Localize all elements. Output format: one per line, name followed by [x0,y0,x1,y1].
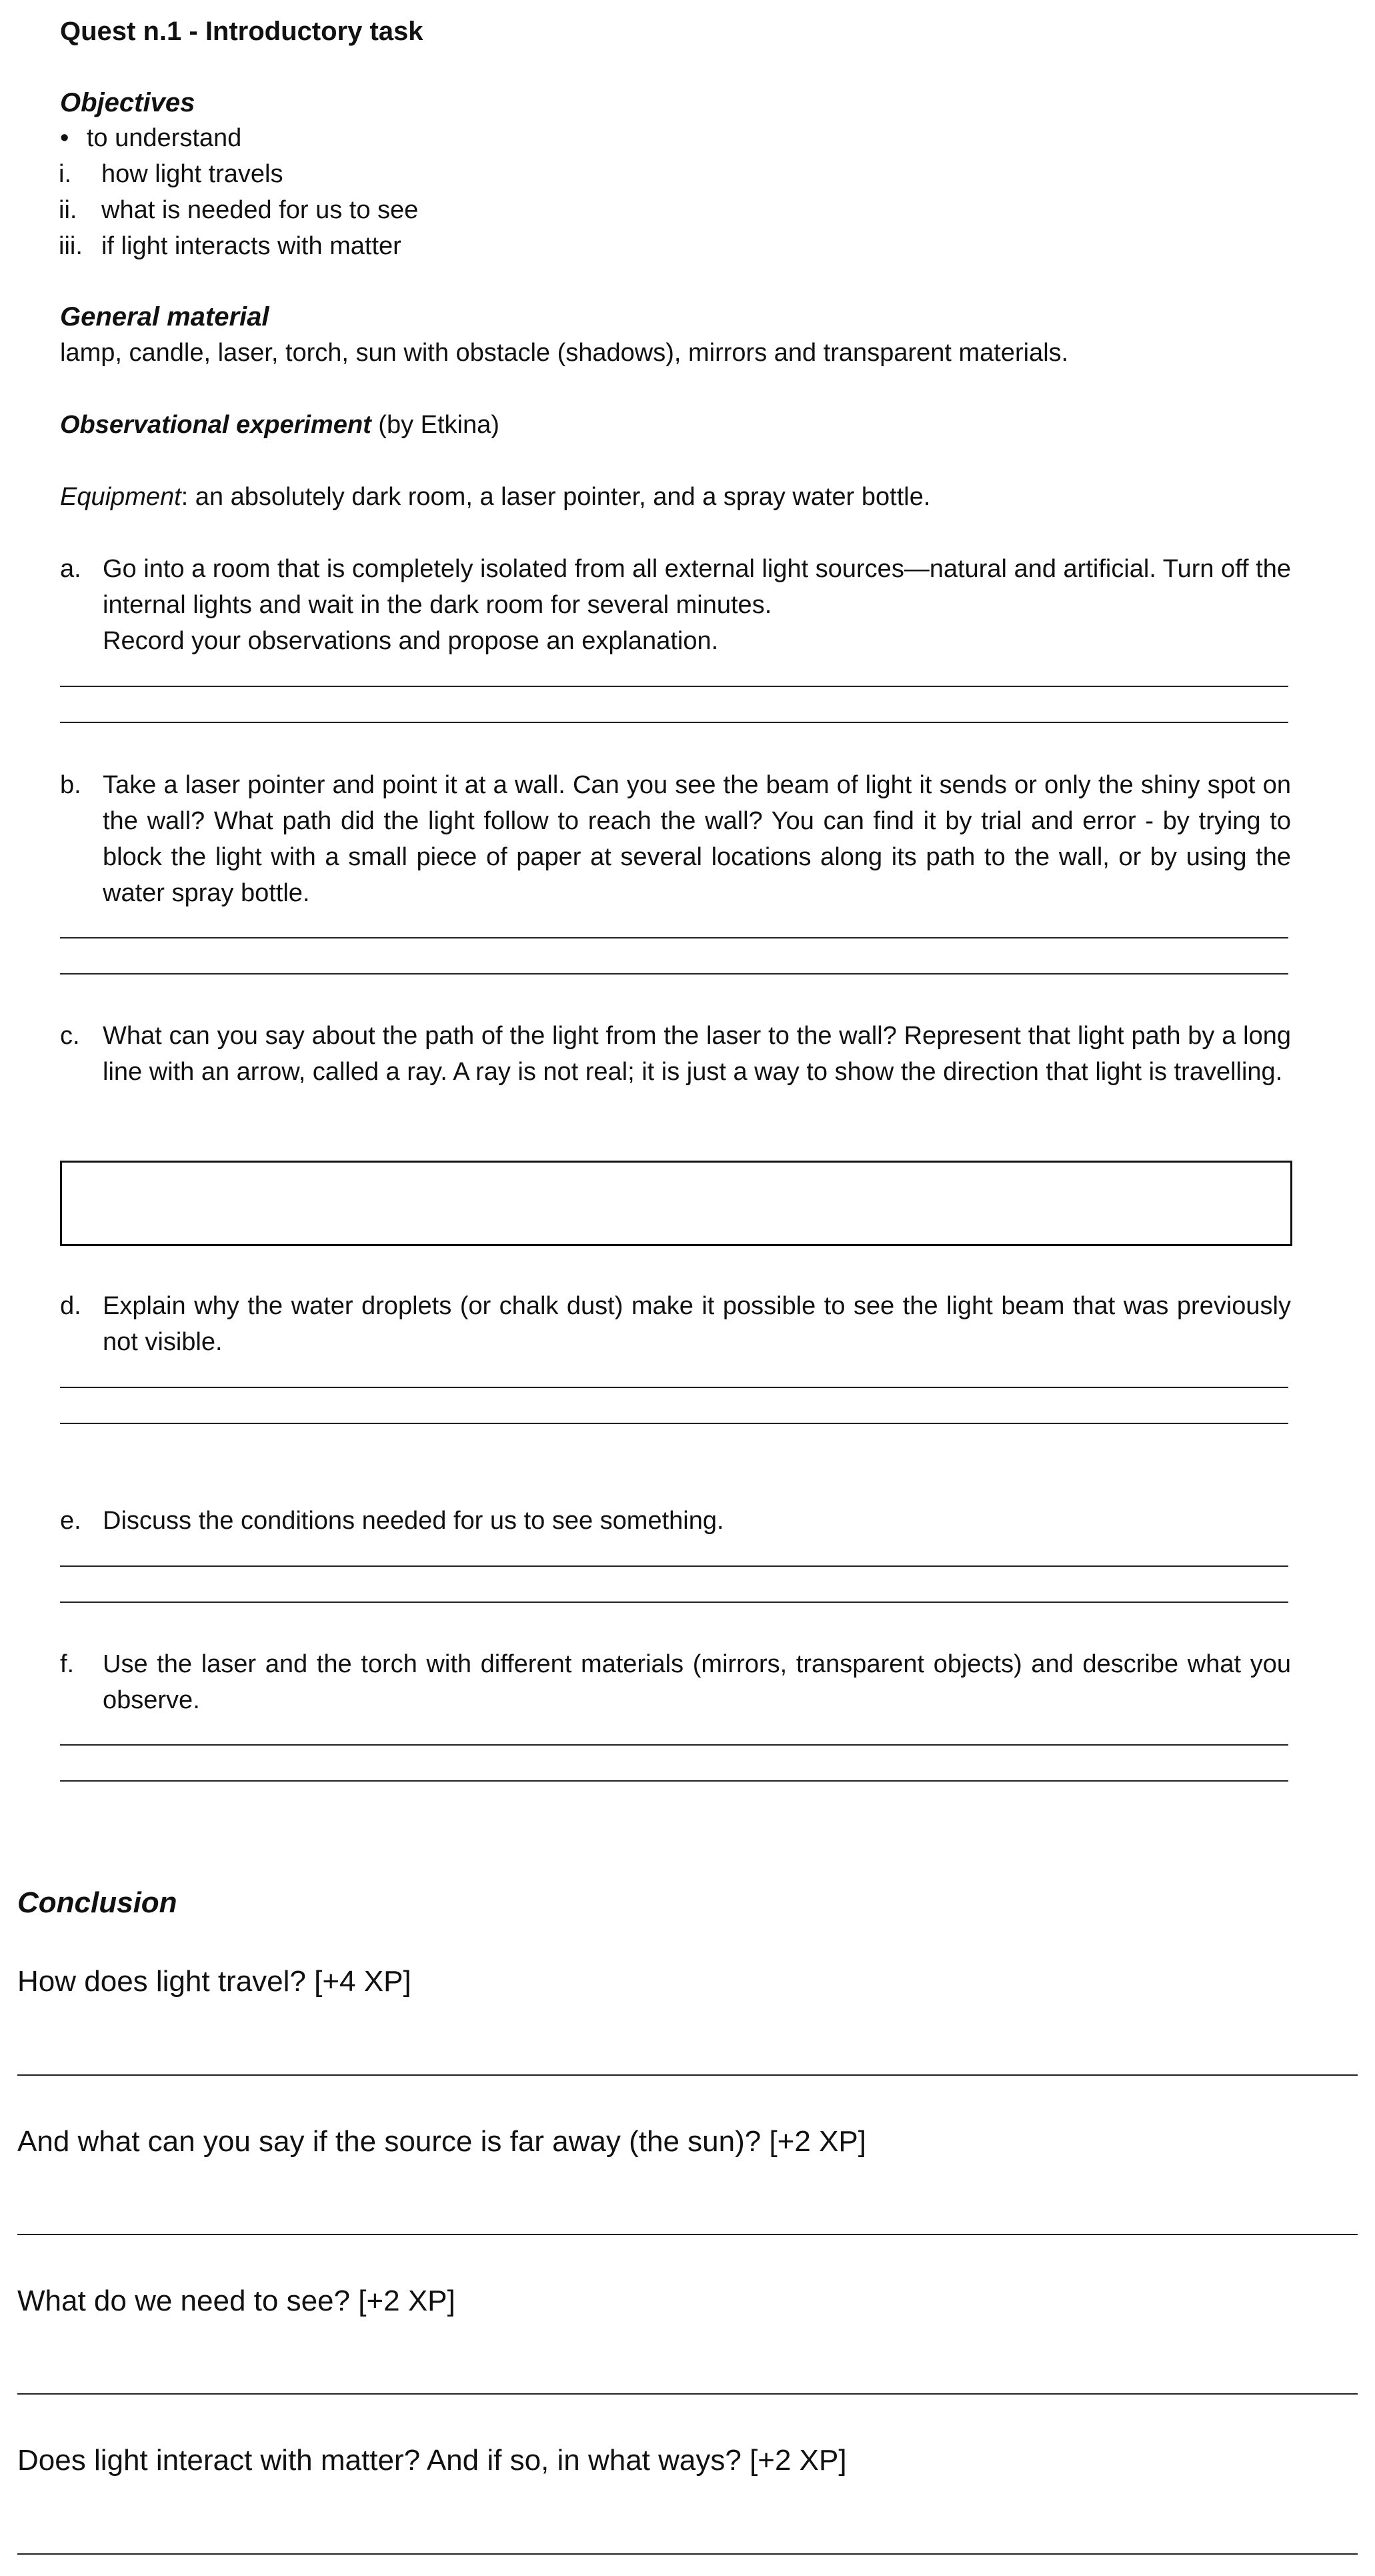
objectives-item [59,228,659,264]
answer-line[interactable] [60,1601,1288,1603]
item-text: what is needed for us to see [101,196,419,224]
item-number: ii. [59,196,77,224]
task-letter: b. [60,771,81,799]
answer-line[interactable] [17,2234,1358,2235]
item-text: how light travels [101,160,283,188]
conclusion-question: How does light travel? [+4 XP] [17,1965,411,1998]
task-item-a [60,551,1291,659]
item-text: if light interacts with matter [101,232,401,260]
experiment-heading-label: Observational experiment [60,411,371,439]
answer-line[interactable] [60,1780,1288,1782]
task-letter: d. [60,1292,81,1320]
experiment-heading [60,407,499,443]
task-item-b [60,767,1291,911]
objectives-intro [60,120,241,156]
objectives-intro-text: to understand [86,124,242,152]
bullet-marker: • [60,124,69,152]
answer-line[interactable] [60,1423,1288,1424]
answer-line[interactable] [17,2393,1358,2395]
objectives-heading: Objectives [60,88,195,117]
task-text-secondary: Record your observations and propose an explanation. [103,627,719,655]
conclusion-heading: Conclusion [17,1886,177,1919]
task-letter: e. [60,1507,81,1535]
task-item-e [60,1503,1291,1539]
task-text: Explain why the water droplets (or chalk dust) make it possible to see the light beam that was previously not visible. [103,1292,1291,1356]
objectives-item [59,156,525,192]
answer-line[interactable] [60,686,1288,687]
task-item-f [60,1646,1291,1718]
task-text: Take a laser pointer and point it at a wall. Can you see the beam of light it sends or only the shiny spot on the wall? What path did the light follow to reach the wall? You can find it by trial and error - by trying to block the light with a small piece of paper at several locations along its path to the wall, or by using the water spray bottle. [103,771,1291,907]
experiment-attribution: (by Etkina) [378,411,499,439]
ray-drawing-box[interactable] [60,1161,1292,1246]
task-letter: c. [60,1022,80,1050]
conclusion-question: And what can you say if the source is far away (the sun)? [+2 XP] [17,2125,866,2158]
answer-line[interactable] [60,1744,1288,1746]
item-number: iii. [59,232,83,260]
equipment-text: : an absolutely dark room, a laser pointer, and a spray water bottle. [181,483,931,511]
answer-line[interactable] [60,1387,1288,1388]
task-text: Use the laser and the torch with different materials (mirrors, transparent objects) and describe what you observe. [103,1650,1291,1714]
conclusion-question: Does light interact with matter? And if so, in what ways? [+2 XP] [17,2444,847,2477]
task-text: Discuss the conditions needed for us to see something. [103,1507,724,1535]
answer-line[interactable] [60,937,1288,938]
answer-line[interactable] [60,973,1288,975]
conclusion-question: What do we need to see? [+2 XP] [17,2285,455,2317]
objectives-item [59,192,659,228]
task-letter: a. [60,555,81,583]
task-item-d [60,1288,1291,1360]
task-letter: f. [60,1650,75,1678]
general-material-text: lamp, candle, laser, torch, sun with obstacle (shadows), mirrors and transparent materials. [60,339,1069,367]
general-material-heading: General material [60,302,269,332]
answer-line[interactable] [60,722,1288,723]
item-number: i. [59,160,71,188]
task-text: What can you say about the path of the light from the laser to the wall? Represent that light path by a long line with an arrow, called a ray. A ray is not real; it is just a way to show the direction that light is travelling. [103,1022,1291,1086]
answer-line[interactable] [17,2553,1358,2555]
task-item-c [60,1018,1291,1090]
equipment-label: Equipment [60,483,181,511]
page-title: Quest n.1 - Introductory task [60,17,423,46]
answer-line[interactable] [60,1565,1288,1567]
equipment-line [60,479,1327,515]
task-text: Go into a room that is completely isolated from all external light sources—natural and artificial. Turn off the internal lights and wait in the dark room for several minutes. [103,555,1291,619]
answer-line[interactable] [17,2074,1358,2076]
